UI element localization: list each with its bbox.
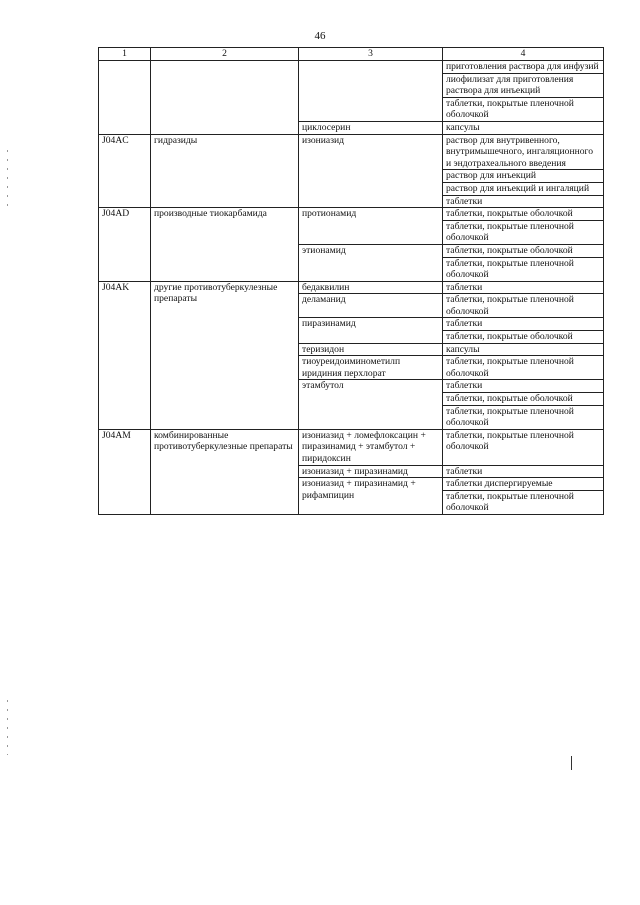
group-name (151, 61, 299, 135)
dosage-form: таблетки, покрытые оболочкой (443, 331, 604, 344)
scan-edge-marks (7, 150, 8, 210)
dosage-form: раствор для инъекций и ингаляций (443, 182, 604, 195)
substance-name: циклосерин (299, 121, 443, 134)
dosage-form: раствор для внутривенного, внутримышечного, ингаляционного и эндотрахеального введения (443, 134, 604, 170)
atc-code: J04AM (99, 429, 151, 514)
dosage-form: раствор для инъекций (443, 170, 604, 183)
dosage-form: таблетки, покрытые пленочной оболочкой (443, 429, 604, 465)
dosage-form: лиофилизат для приготовления раствора для инъекций (443, 73, 604, 97)
substance-name: деламанид (299, 294, 443, 318)
dosage-form: капсулы (443, 343, 604, 356)
dosage-form: таблетки, покрытые пленочной оболочкой (443, 405, 604, 429)
substance-name: пиразинамид (299, 318, 443, 343)
dosage-form: капсулы (443, 121, 604, 134)
dosage-form: таблетки, покрытые оболочкой (443, 244, 604, 257)
table-body (99, 61, 604, 515)
dosage-form: таблетки, покрытые пленочной оболочкой (443, 220, 604, 244)
substance-name: теризидон (299, 343, 443, 356)
dosage-form: таблетки, покрытые оболочкой (443, 208, 604, 221)
dosage-form: таблетки диспергируемые (443, 478, 604, 491)
dosage-form: таблетки, покрытые пленочной оболочкой (443, 294, 604, 318)
margin-mark (571, 756, 572, 770)
header-cell: 1 (99, 48, 151, 61)
substance-name: этамбутол (299, 380, 443, 429)
page-number: 46 (314, 30, 326, 42)
header-cell: 2 (151, 48, 299, 61)
atc-code: J04AK (99, 281, 151, 429)
substance-name: изониазид + пиразинамид + рифампицин (299, 478, 443, 515)
group-name: производные тиокарбамида (151, 208, 299, 282)
substance-name (299, 61, 443, 122)
table-row (99, 281, 604, 294)
group-name: другие противотуберкулезные препараты (151, 281, 299, 429)
dosage-form: приготовления раствора для инфузий (443, 61, 604, 74)
substance-name: тиоуреидоиминометилп иридиния перхлорат (299, 356, 443, 380)
dosage-form: таблетки, покрытые пленочной оболочкой (443, 257, 604, 281)
dosage-form: таблетки (443, 318, 604, 331)
medication-table (98, 47, 604, 515)
header-cell: 4 (443, 48, 604, 61)
atc-code (99, 61, 151, 135)
header-cell: 3 (299, 48, 443, 61)
dosage-form: таблетки (443, 465, 604, 478)
dosage-form: таблетки, покрытые пленочной оболочкой (443, 97, 604, 121)
dosage-form: таблетки, покрытые оболочкой (443, 393, 604, 406)
dosage-form: таблетки (443, 195, 604, 208)
scan-edge-marks (7, 700, 8, 755)
atc-code: J04AD (99, 208, 151, 282)
dosage-form: таблетки (443, 380, 604, 393)
substance-name: этионамид (299, 244, 443, 281)
table-row (99, 61, 604, 74)
table-row (99, 134, 604, 170)
dosage-form: таблетки (443, 281, 604, 294)
group-name: комбинированные противотуберкулезные препараты (151, 429, 299, 514)
header-row (99, 48, 604, 61)
substance-name: протионамид (299, 208, 443, 245)
substance-name: изониазид + ломефлоксацин + пиразинамид + этамбутол + пиридоксин (299, 429, 443, 465)
dosage-form: таблетки, покрытые пленочной оболочкой (443, 490, 604, 514)
group-name: гидразиды (151, 134, 299, 208)
substance-name: бедаквилин (299, 281, 443, 294)
table-row (99, 429, 604, 465)
atc-code: J04AC (99, 134, 151, 208)
substance-name: изониазид + пиразинамид (299, 465, 443, 478)
substance-name: изониазид (299, 134, 443, 208)
table-row (99, 208, 604, 221)
dosage-form: таблетки, покрытые пленочной оболочкой (443, 356, 604, 380)
